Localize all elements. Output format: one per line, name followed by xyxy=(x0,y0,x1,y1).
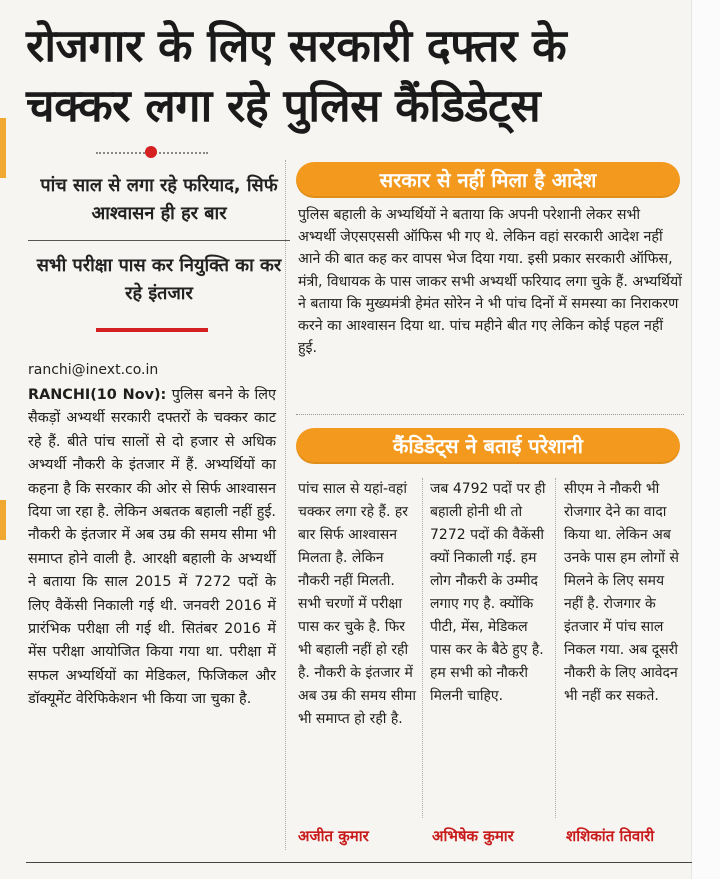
left-article-text: पुलिस बनने के लिए सैकड़ों अभ्यर्थी सरकारी दफ्तरों के चक्कर काट रहे हैं. बीते पांच सालों से दो हजार से अधिक अभ्यर्थी नौकरी के इंतजार में हैं. अभ्यर्थियों का कहना है कि सरकार की ओर से सिर्फ आश्वासन दिया जा रहा है. लेकिन अबतक बहाली नहीं हुई. नौकरी के इंतजार में अब उम्र की समय सीमा भी समाप्त होने वाली है. आरक्षी बहाली के अभ्यर्थी ने बताया कि साल 2015 में 7272 पदों के लिए वैकेंसी निकाली गई थी. जनवरी 2016 में प्रारंभिक परीक्षा ली गई थी. सितंबर 2016 में मेंस परीक्षा आयोजित किया गया था. परीक्षा में सफल अभ्यर्थियों का मेडिकल, फिजिकल और डॉक्यूमेंट वेरिफिकेशन भी किया जा चुका है. xyxy=(28,387,276,708)
quote-2: जब 4792 पदों पर ही बहाली होनी थी तो 7272 पदों की वैकेंसी क्यों निकाली गई. हम लोग नौकरी के उम्मीद लगाए गए है. क्योंकि पीटी, मेंस, मेडिकल पास कर के बैठे हुए है. हम सभी को नौकरी मिलनी चाहिए. xyxy=(430,481,546,704)
headline-line-1: रोजगार के लिए सरकारी दफ्तर के xyxy=(26,19,567,72)
section-heading-order: सरकार से नहीं मिला है आदेश xyxy=(296,162,680,198)
deck-2: सभी परीक्षा पास कर नियुक्ति का कर रहे इंतजार xyxy=(36,255,282,304)
section-separator xyxy=(296,414,684,415)
quote-separator xyxy=(555,478,556,818)
edge-color-strip-lower xyxy=(0,500,6,540)
red-accent-bar xyxy=(96,328,208,332)
right-margin xyxy=(691,0,720,879)
quote-name-3: शशिकांत तिवारी xyxy=(566,827,655,845)
byline-email: ranchi@inext.co.in xyxy=(28,362,159,378)
dateline: RANCHI(10 Nov): xyxy=(28,387,167,403)
left-article-body xyxy=(28,384,276,712)
quote-3: सीएम ने नौकरी भी रोजगार देने का वादा किया था. लेकिन अब उनके पास हम लोगों से मिलने के लिए समय नहीं है. रोजगार के इंतजार में पांच साल निकल गया. अब दूसरी नौकरी के लिए आवेदन भी नहीं कर सकते. xyxy=(564,481,679,704)
headline xyxy=(26,16,690,136)
red-dot-ornament xyxy=(145,146,157,158)
section-heading-candidates: कैंडिडेट्स ने बताई परेशानी xyxy=(296,428,680,464)
column-separator xyxy=(285,160,286,850)
section-order-text: पुलिस बहाली के अभ्यर्थियों ने बताया कि अपनी परेशानी लेकर सभी अभ्यर्थी जेएसएससी ऑफिस भी गए थे. लेकिन वहां सरकारी आदेश नहीं आने की बात कह कर वापस भेज दिया गया. इसी प्रकार सरकारी ऑफिस, मंत्री, विधायक के पास जाकर सभी अभ्यर्थी फरियाद लगा चुके हैं. अभ्यर्थियों ने बताया कि मुख्यमंत्री हेमंत सोरेन ने भी पांच दिनों में समस्या का निराकरण करने का आश्वासन दिया था. पांच महीने बीत गए लेकिन कोई पहल नहीं हुई. xyxy=(298,207,682,357)
quote-1: पांच साल से यहां-वहां चक्कर लगा रहे हैं. हर बार सिर्फ आश्वासन मिलता है. लेकिन नौकरी नहीं मिलती. सभी चरणों में परीक्षा पास कर चुके है. फिर भी बहाली नहीं हो रही है. नौकरी के इंतजार में अब उम्र की समय सीमा भी समाप्त हो रही है. xyxy=(298,481,416,727)
quote-name-1: अजीत कुमार xyxy=(298,827,369,845)
quote-separator xyxy=(422,478,423,818)
deck-separator xyxy=(28,240,290,241)
edge-color-strip xyxy=(0,118,6,178)
deck-1: पांच साल से लगा रहे फरियाद, सिर्फ आश्वासन ही हर बार xyxy=(40,175,278,224)
bottom-rule xyxy=(26,862,692,863)
headline-line-2: चक्कर लगा रहे पुलिस कैंडिडेट्स xyxy=(26,79,541,132)
quote-name-2: अभिषेक कुमार xyxy=(432,827,514,845)
